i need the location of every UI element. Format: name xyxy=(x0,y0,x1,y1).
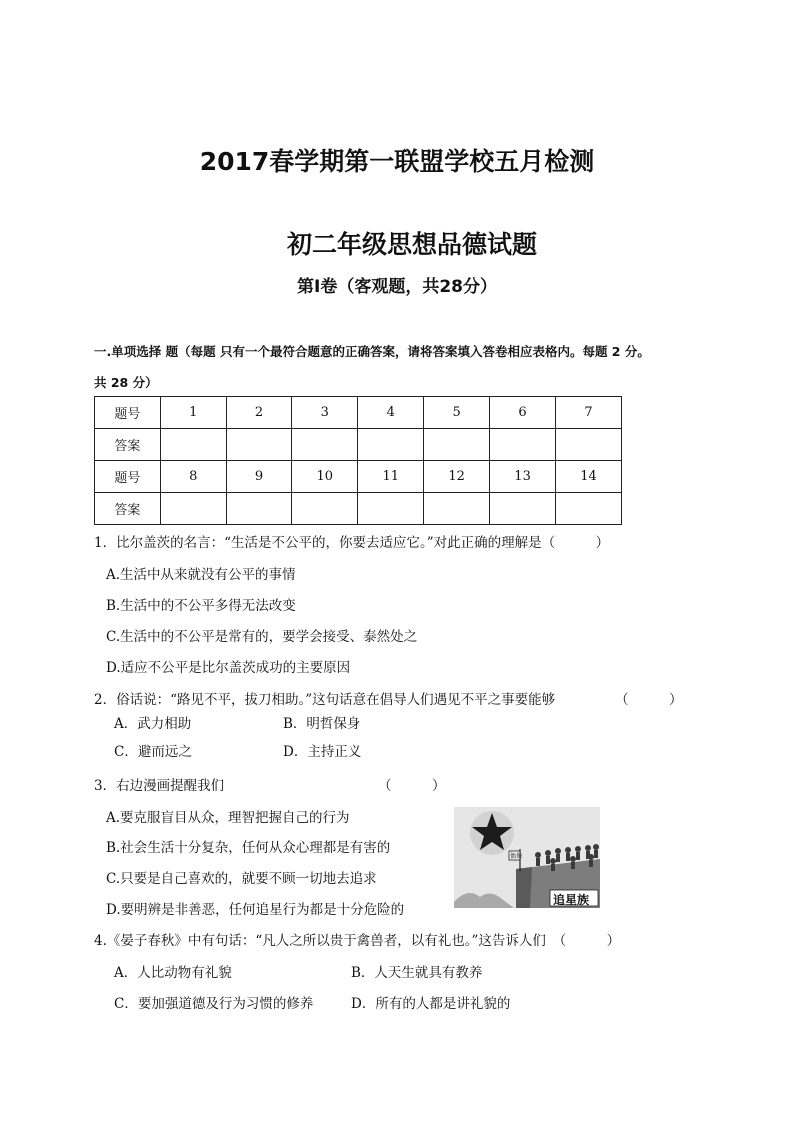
answer-cell[interactable] xyxy=(292,493,358,525)
question-number-cell: 2 xyxy=(226,397,292,429)
number-header-cell: 题号 xyxy=(95,461,161,493)
answer-cell[interactable] xyxy=(556,493,622,525)
answer-cell[interactable] xyxy=(160,429,226,461)
question-3-answer-paren: （ ） xyxy=(378,778,446,794)
question-number-cell: 4 xyxy=(358,397,424,429)
question-1-option-a: A.生活中从来就没有公平的事情 xyxy=(106,567,296,583)
question-2-option-a: A．武力相助 xyxy=(114,716,192,732)
answer-cell[interactable] xyxy=(556,429,622,461)
fan-cartoon-image xyxy=(454,807,600,908)
table-row xyxy=(95,397,622,429)
table-row xyxy=(95,493,622,525)
answer-cell[interactable] xyxy=(490,493,556,525)
answer-cell[interactable] xyxy=(160,493,226,525)
question-1-option-b: B.生活中的不公平多得无法改变 xyxy=(106,598,296,614)
question-2-stem: 2．俗话说：“路见不平，拔刀相助。”这句话意在倡导人们遇见不平之事要能够 xyxy=(94,692,556,708)
question-1-option-d: D.适应不公平是比尔盖茨成功的主要原因 xyxy=(106,660,351,676)
answer-cell[interactable] xyxy=(358,493,424,525)
question-1-option-c: C.生活中的不公平是常有的，要学会接受、泰然处之 xyxy=(106,629,418,645)
section-title: 第Ⅰ卷（客观题，共28分） xyxy=(297,277,497,297)
question-3-stem: 3．右边漫画提醒我们 xyxy=(94,778,225,794)
question-4-option-d: D．所有的人都是讲礼貌的 xyxy=(351,996,511,1012)
cartoon-flag-label: 偶像 xyxy=(510,853,523,860)
question-2-option-d: D．主持正义 xyxy=(283,744,362,760)
question-number-cell: 7 xyxy=(556,397,622,429)
question-2-option-b: B．明哲保身 xyxy=(283,716,361,732)
instructions-line-1: 一.单项选择 题（每题 只有一个最符合题意的正确答案，请将答案填入答卷相应表格内。每题 2 分。 xyxy=(94,344,650,359)
question-4-option-a: A．人比动物有礼貌 xyxy=(114,965,232,981)
question-3-option-a: A.要克服盲目从众，理智把握自己的行为 xyxy=(106,810,350,826)
answer-cell[interactable] xyxy=(358,429,424,461)
question-number-cell: 10 xyxy=(292,461,358,493)
question-4-stem: 4.《晏子春秋》中有句话：“凡人之所以贵于禽兽者，以有礼也。”这告诉人们 （ ） xyxy=(94,933,621,949)
answer-cell[interactable] xyxy=(226,493,292,525)
question-number-cell: 8 xyxy=(160,461,226,493)
question-2-option-c: C．避而远之 xyxy=(114,744,192,760)
exam-subtitle: 初二年级思想品德试题 xyxy=(287,230,538,259)
table-row xyxy=(95,429,622,461)
answer-cell[interactable] xyxy=(424,429,490,461)
exam-title: 2017春学期第一联盟学校五月检测 xyxy=(199,147,595,176)
question-3-option-d: D.要明辨是非善恶，任何追星行为都是十分危险的 xyxy=(106,902,405,918)
question-number-cell: 3 xyxy=(292,397,358,429)
answer-cell[interactable] xyxy=(490,429,556,461)
question-number-cell: 9 xyxy=(226,461,292,493)
question-number-cell: 5 xyxy=(424,397,490,429)
question-number-cell: 6 xyxy=(490,397,556,429)
question-number-cell: 11 xyxy=(358,461,424,493)
question-4-option-b: B．人天生就具有教养 xyxy=(351,965,483,981)
question-1-stem: 1．比尔盖茨的名言：“生活是不公平的，你要去适应它。”对此正确的理解是（ ） xyxy=(94,535,610,551)
answer-table xyxy=(94,396,622,525)
answer-header-cell: 答案 xyxy=(95,429,161,461)
question-number-cell: 12 xyxy=(424,461,490,493)
question-3-option-b: B.社会生活十分复杂，任何从众心理都是有害的 xyxy=(106,840,391,856)
question-number-cell: 1 xyxy=(160,397,226,429)
answer-cell[interactable] xyxy=(292,429,358,461)
question-number-cell: 14 xyxy=(556,461,622,493)
question-4-option-c: C．要加强道德及行为习惯的修养 xyxy=(114,996,314,1012)
number-header-cell: 题号 xyxy=(95,397,161,429)
instructions-line-2: 共 28 分） xyxy=(94,375,158,390)
question-3-option-c: C.只要是自己喜欢的，就要不顾一切地去追求 xyxy=(106,871,377,887)
answer-cell[interactable] xyxy=(424,493,490,525)
table-row xyxy=(95,461,622,493)
answer-cell[interactable] xyxy=(226,429,292,461)
answer-header-cell: 答案 xyxy=(95,493,161,525)
question-2-answer-paren: （ ） xyxy=(615,692,683,708)
cartoon-caption: 追星族 xyxy=(553,893,590,907)
question-number-cell: 13 xyxy=(490,461,556,493)
